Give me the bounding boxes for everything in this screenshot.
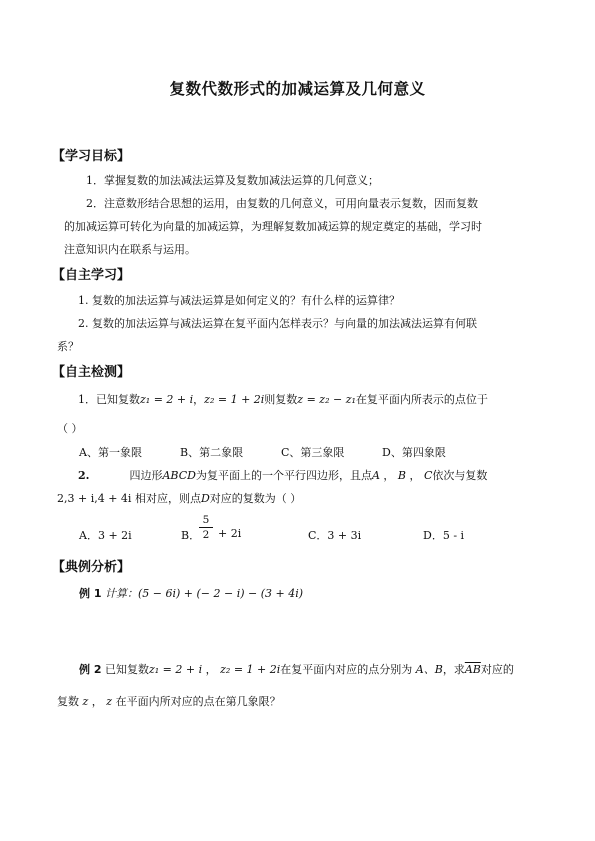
example-2-line2c: 在平面内所对应的点在第几象限？ [115, 695, 281, 708]
check-q2-point-d: D [200, 492, 210, 505]
check-question-2: 2. 四边形ABCD为复平面上的一个平行四边形，且点A ， B ， C依次与复数 [78, 469, 488, 482]
check-q2-number: 2. [78, 469, 90, 482]
fraction-numerator: 5 [202, 514, 210, 526]
example-2-text4: 对应的 [480, 663, 514, 676]
check-q2-line2a: 2,3 + i,4 + 4i 相对应，则点 [57, 492, 201, 505]
check-q1-z: z = z₂ − z₁ [297, 393, 356, 406]
check-q2-option-d: D．5 - i [423, 529, 465, 542]
check-q1-z2: z₂ = 1 + 2i [204, 393, 265, 406]
check-q2-option-c: C．3 + 3i [308, 529, 362, 542]
check-q2-option-b-label: B． [181, 529, 201, 542]
example-1-text: 计算：(5 − 6i) + (− 2 − i) − (3 + 4i) [104, 587, 304, 600]
example-2-text2: 在复平面内对应的点分别为 [280, 663, 413, 676]
check-q1-option-a: A、第一象限 [79, 446, 142, 459]
check-q2-line2b: 对应的复数为（ ） [209, 492, 302, 505]
example-1 [79, 587, 303, 600]
check-q2-option-b-fraction [199, 514, 213, 541]
check-q1-answer-paren: （ ） [57, 422, 83, 435]
section-heading-examples: 【典例分析】 [52, 560, 131, 575]
goal-line-2: 2．注意数形结合思想的运用，由复数的几何意义，可用向量表示复数，因而复数 [86, 197, 478, 210]
check-q1-option-b: B、第二象限 [180, 446, 244, 459]
section-heading-self-check: 【自主检测】 [52, 365, 131, 380]
example-2-z1: z₁ = 2 + i [148, 663, 203, 676]
check-q1-z1: z₁ = 2 + i [140, 393, 194, 406]
fraction-bar [199, 527, 213, 528]
check-q1-suffix: 在复平面内所表示的点位于 [355, 393, 488, 406]
check-q2-abcd: ABCD [162, 469, 196, 482]
example-2-z2: z₂ = 1 + 2i [220, 663, 281, 676]
check-q2-text: 四边形 [129, 469, 163, 482]
check-question-1 [78, 393, 488, 406]
goal-line-4: 注意知识内在联系与运用。 [64, 243, 196, 256]
check-q2-point-b: B [397, 469, 406, 482]
check-q2-point-c: C [424, 469, 433, 482]
example-2-text3: ，求 [442, 663, 465, 676]
example-2-line2-z: z [82, 695, 89, 708]
example-2-line2a: 复数 [57, 695, 79, 708]
check-q2-text3: 依次与复数 [432, 469, 488, 482]
check-q1-mid: 则复数 [264, 393, 298, 406]
check-q2-point-a: A [371, 469, 380, 482]
example-2-text1: 已知复数 [104, 663, 149, 676]
check-q1-sep: ， [193, 393, 205, 406]
check-question-2-line2 [57, 492, 301, 505]
check-q2-option-b-tail: + 2i [218, 527, 242, 540]
example-2-vector-ab: $\overline{AB}$ [464, 663, 481, 676]
study-question-2: 2. 复数的加法运算与减法运算在复平面内怎样表示？与向量的加法减法运算有何联 [78, 317, 477, 330]
example-2-line2b: ， [91, 695, 103, 708]
example-2-points: A、B [415, 663, 443, 676]
check-q1-option-c: C、第三象限 [281, 446, 345, 459]
goal-line-3: 的加减运算可转化为向量的加减运算，为理解复数加减运算的规定奠定的基础，学习时 [64, 220, 482, 233]
check-q1-option-d: D、第四象限 [382, 446, 446, 459]
example-2-label: 例 2 [79, 663, 102, 676]
fraction-denominator: 2 [202, 529, 210, 541]
check-q2-text2: 为复平面上的一个平行四边形，且点 [195, 469, 372, 482]
study-question-1: 1. 复数的加法运算与减法运算是如何定义的？有什么样的运算律？ [78, 294, 400, 307]
example-2-line2 [57, 695, 281, 708]
example-2: 例 2 已知复数z₁ = 2 + i ， z₂ = 1 + 2i在复平面内对应的点分别为 A、B，求$\overline{AB}$对应的 [79, 663, 514, 676]
page-title: 复数代数形式的加减运算及几何意义 [169, 80, 426, 98]
section-heading-goals: 【学习目标】 [52, 149, 131, 164]
goal-line-1: 1．掌握复数的加法减法运算及复数加减法运算的几何意义； [86, 174, 379, 187]
study-question-2-cont: 系？ [57, 340, 79, 353]
check-q1-prefix: 1．已知复数 [78, 393, 140, 406]
example-1-label: 例 1 [79, 587, 102, 600]
check-q2-option-a: A．3 + 2i [79, 529, 132, 542]
example-2-line2-z2: z [106, 695, 113, 708]
section-heading-self-study: 【自主学习】 [52, 268, 131, 283]
